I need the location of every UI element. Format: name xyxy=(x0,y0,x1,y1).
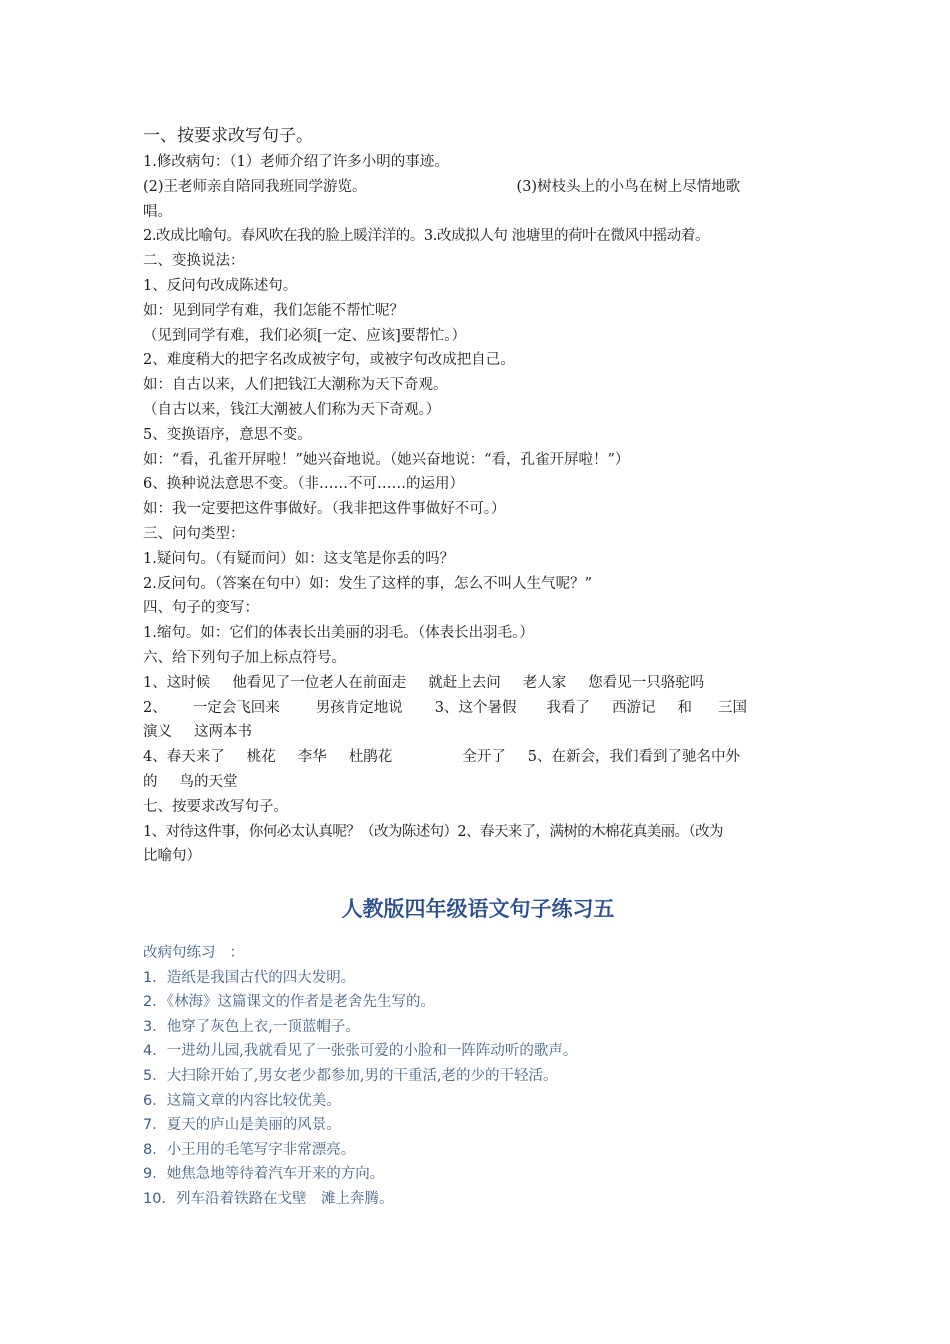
item-number: 7． xyxy=(143,1117,167,1134)
exercise-intro-label: 改病句练习 xyxy=(143,945,216,962)
item-number: 1． xyxy=(143,969,167,986)
item-text: 小王用的毛笔写字非常漂亮。 xyxy=(166,1141,356,1158)
text-fragment: 鸟的天堂 xyxy=(179,773,238,790)
text-line xyxy=(143,175,813,200)
document-content xyxy=(143,122,813,1212)
item-number: 5． xyxy=(143,1068,167,1085)
item-number: 4． xyxy=(143,1043,167,1060)
section-heading-2: 二、变换说法： xyxy=(143,253,245,270)
item-number: 9． xyxy=(143,1166,167,1183)
list-item xyxy=(143,1162,813,1187)
item-number: 2． xyxy=(143,994,167,1011)
text-fragment: 桃花 xyxy=(246,749,276,766)
item-text: 《林海》这篇课文的作者是老舍先生写的。 xyxy=(166,994,435,1011)
item-number: 10． xyxy=(143,1191,176,1208)
list-item xyxy=(143,1064,813,1089)
text-fragment: 这两本书 xyxy=(194,724,252,741)
text-fragment: 西游记 xyxy=(611,699,656,716)
text-line: 如：我一定要把这件事做好。（我非把这件事做好不可。） xyxy=(143,501,506,518)
document-title: 人教版四年级语文句子练习五 xyxy=(341,896,615,922)
punctuation-row xyxy=(143,745,813,770)
section-heading-4: 四、句子的变写： xyxy=(143,600,259,617)
list-item xyxy=(143,1113,813,1138)
list-item xyxy=(143,1089,813,1114)
item-text: 列车沿着铁路在戈壁 滩上奔腾。 xyxy=(175,1191,394,1208)
text-fragment: 老人家 xyxy=(522,674,567,691)
text-line: 如：自古以来，人们把钱江大潮称为天下奇观。 xyxy=(143,377,448,394)
text-line: （见到同学有难，我们必须[一定、应该]要帮忙。） xyxy=(143,327,467,344)
list-item xyxy=(143,966,813,991)
text-fragment: 李华 xyxy=(297,749,327,766)
text-fragment: 一定会飞回来 xyxy=(192,699,280,716)
text-fragment: 3、这个暑假 xyxy=(434,699,517,716)
text-fragment: (2)王老师亲自陪同我班同学游览。 xyxy=(143,178,367,195)
text-fragment: 他看见了一位老人在前面走 xyxy=(232,674,407,691)
text-fragment: 演义 xyxy=(143,724,172,741)
item-text: 他穿了灰色上衣,一顶蓝帽子。 xyxy=(166,1018,360,1035)
text-line: 2.反问句。（答案在句中）如：发生了这样的事，怎么不叫人生气呢？” xyxy=(143,575,592,592)
text-fragment: 您看见一只骆驼吗 xyxy=(588,674,705,691)
list-item xyxy=(143,1039,813,1064)
item-number: 8． xyxy=(143,1141,167,1158)
text-line: 1、对待这件事，你何必太认真呢？（改为陈述句）2、春天来了，满树的木棉花真美丽。（改为 xyxy=(143,823,723,840)
text-fragment: 我看了 xyxy=(546,699,590,716)
text-fragment: 4、春天来了 xyxy=(143,749,225,766)
exercise-intro xyxy=(143,941,813,966)
text-fragment: 就赶上去问 xyxy=(428,674,501,691)
text-fragment: 的 xyxy=(143,773,158,790)
text-fragment: (3)树枝头上的小鸟在树上尽情地歌 xyxy=(516,178,741,195)
item-number: 6． xyxy=(143,1092,167,1109)
text-line: 1.缩句。如：它们的体表长出美丽的羽毛。（体表长出羽毛。） xyxy=(143,625,534,642)
text-fragment: 三国 xyxy=(717,699,747,716)
list-item xyxy=(143,1015,813,1040)
text-fragment: 杜鹃花 xyxy=(348,749,393,766)
text-line: 2.改成比喻句。春风吹在我的脸上暖洋洋的。3.改成拟人句 池塘里的荷叶在微风中摇动着。 xyxy=(143,228,710,245)
text-line: （自古以来，钱江大潮被人们称为天下奇观。） xyxy=(143,401,441,418)
exercise-list xyxy=(143,966,813,1212)
text-line: 1.修改病句：（1）老师介绍了许多小明的事迹。 xyxy=(143,154,449,170)
item-text: 造纸是我国古代的四大发明。 xyxy=(166,969,356,986)
text-line: 1、反问句改成陈述句。 xyxy=(143,277,298,294)
text-line: 6、换种说法意思不变。（非……不可……的运用） xyxy=(143,476,464,493)
exercise-intro-colon: ： xyxy=(229,945,244,962)
text-fragment: 2、 xyxy=(143,699,167,716)
section-heading-6: 六、给下列句子加上标点符号。 xyxy=(143,649,346,666)
section-heading-3: 三、问句类型： xyxy=(143,525,245,542)
punctuation-row xyxy=(143,770,813,795)
text-fragment: 1、这时候 xyxy=(143,674,211,691)
punctuation-row xyxy=(143,696,813,721)
section-heading-7: 七、按要求改写句子。 xyxy=(143,798,288,815)
item-text: 这篇文章的内容比较优美。 xyxy=(166,1092,341,1109)
text-line: 比喻句） xyxy=(143,848,201,865)
punctuation-row xyxy=(143,720,813,745)
item-text: 一进幼儿园,我就看见了一张张可爱的小脸和一阵阵动听的歌声。 xyxy=(166,1043,578,1060)
item-text: 夏天的庐山是美丽的风景。 xyxy=(166,1117,341,1134)
text-fragment: 和 xyxy=(677,699,692,716)
item-number: 3． xyxy=(143,1018,167,1035)
list-item xyxy=(143,1187,813,1212)
text-fragment: 男孩肯定地说 xyxy=(315,699,403,716)
item-text: 她焦急地等待着汽车开来的方向。 xyxy=(166,1166,385,1183)
text-line: 唱。 xyxy=(143,203,172,220)
punctuation-row xyxy=(143,671,813,696)
text-line: 如：见到同学有难，我们怎能不帮忙呢？ xyxy=(143,302,404,319)
text-line: 1.疑问句。（有疑而问）如：这支笔是你丢的吗？ xyxy=(143,550,455,567)
text-line: 如：“看，孔雀开屏啦！”她兴奋地说。（她兴奋地说：“看，孔雀开屏啦！”） xyxy=(143,451,630,468)
item-text: 大扫除开始了,男女老少都参加,男的干重活,老的少的干轻活。 xyxy=(166,1068,558,1085)
list-item xyxy=(143,1138,813,1163)
text-line: 5、变换语序，意思不变。 xyxy=(143,426,312,443)
text-fragment: 5、在新会，我们看到了驰名中外 xyxy=(527,749,740,766)
text-fragment: 全开了 xyxy=(462,749,506,766)
text-line: 2、难度稍大的把字名改成被字句，或被字句改成把自己。 xyxy=(143,352,515,369)
list-item xyxy=(143,990,813,1015)
section-heading-1: 一、按要求改写句子。 xyxy=(143,126,313,146)
